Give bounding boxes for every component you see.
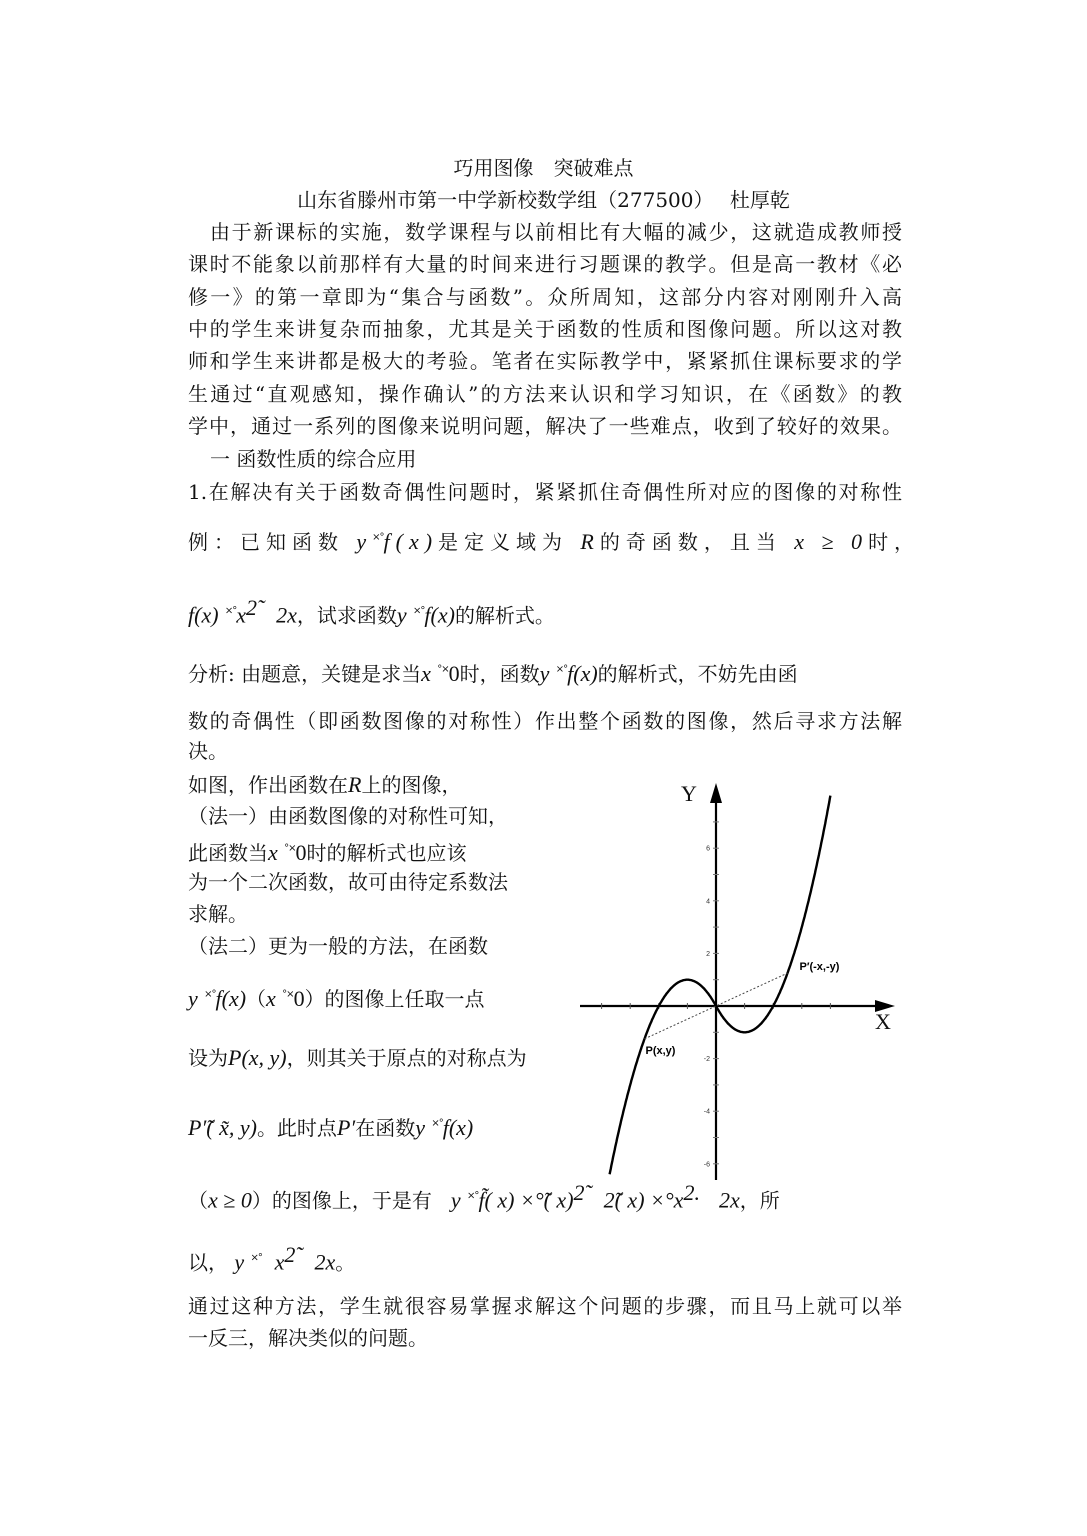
analysis-line-3: 决。 (188, 739, 228, 763)
math-x: x (421, 661, 431, 686)
math-x: x (236, 602, 247, 628)
math-y: y (396, 602, 407, 628)
math-y: y (234, 1249, 245, 1275)
text: （ (188, 1188, 208, 1213)
math-y: y (450, 1187, 461, 1213)
left-col-line-5: 求解。 (188, 902, 248, 926)
conclusion-line-2: 一反三，解决类似的问题。 (188, 1326, 428, 1350)
y-axis-label: Y (681, 781, 697, 806)
math-exponent: 2. (683, 1180, 700, 1205)
left-col-line-6: （法二）更为一般的方法，在函数 (188, 934, 488, 958)
text: 在函数 (355, 1116, 416, 1140)
garbled-equals-symbol: ×° (224, 605, 237, 617)
garbled-less-symbol: °× (437, 664, 449, 675)
text: 。此时点 (256, 1116, 337, 1140)
text: ，则其关于原点的对称点为 (286, 1046, 527, 1070)
y-tick-label: 4 (706, 898, 710, 906)
math-R: R (348, 772, 362, 797)
text: 设为 (188, 1046, 228, 1070)
derivation-line-2 (188, 1242, 355, 1276)
math-expr: 2̃( x) ×°x (603, 1187, 684, 1213)
y-tick-label: -4 (703, 1108, 710, 1116)
left-col-line-3 (188, 836, 467, 866)
left-col-line-7 (188, 982, 485, 1012)
intro-line-1: 由于新课标的实施，数学课程与以前相比有大幅的减少，这就造成教师授 (210, 220, 902, 244)
math-y: y (539, 661, 550, 686)
math-fx: f(x) (215, 986, 247, 1011)
y-tick-label: -6 (703, 1161, 710, 1169)
function-curve (610, 796, 831, 1175)
math-x: x (266, 986, 276, 1011)
intro-line-6: 生通过“直观感知，操作确认”的方法来认识和学习知识，在《函数》的教 (188, 382, 902, 406)
text: ）的图像上任取一点 (304, 987, 485, 1011)
text: ）的图像上，于是有 (251, 1188, 432, 1213)
y-tick-label: 2 (706, 950, 710, 958)
left-col-line-1 (188, 772, 461, 798)
text: 此函数当 (188, 841, 268, 865)
math-cond: x ≥ 0 (794, 529, 869, 554)
math-exponent: 2̃ (246, 595, 258, 620)
text: 上的图像， (361, 773, 462, 797)
analysis-line-2: 数的奇偶性（即函数图像的对称性）作出整个函数的图像，然后寻求方法解 (188, 709, 902, 733)
math-zero: 0 (295, 840, 307, 865)
math-expr: f̃( x) ×°̃( x) (478, 1187, 574, 1213)
math-y: y (356, 529, 373, 554)
math-fx: f(x) (567, 661, 598, 686)
garbled-equals-symbol: ×° (431, 1118, 443, 1129)
point-1: 1.在解决有关于函数奇偶性问题时，紧紧抓住奇偶性所对应的图像的对称性 (188, 480, 902, 504)
y-tick-label: -2 (703, 1056, 710, 1064)
x-axis-label: X (875, 1009, 891, 1034)
garbled-less-symbol: °× (284, 843, 296, 854)
left-col-line-2: （法一）由函数图像的对称性可知， (188, 804, 508, 828)
math-zero: 0 (293, 986, 305, 1011)
garbled-less-symbol: °× (282, 989, 294, 1000)
text: 如图，作出函数在 (188, 773, 348, 797)
conclusion-line-1: 通过这种方法，学生就很容易掌握求解这个问题的步骤，而且马上就可以举 (188, 1294, 902, 1318)
math-Pxy: P(x, y) (228, 1045, 287, 1070)
example-line-2 (188, 595, 555, 629)
text: 时的解析式也应该 (306, 841, 467, 865)
math-P-prime: P′ (336, 1115, 356, 1140)
intro-line-5: 师和学生来讲都是极大的考验。笔者在实际教学中，紧紧抓住课标要求的学 (188, 349, 902, 373)
text: 以， (188, 1250, 228, 1275)
garbled-equals-symbol: ×° (467, 1190, 479, 1202)
intro-line-7: 学中，通过一系列的图像来说明问题，解决了一些难点，收到了较好的效果。 (188, 414, 902, 438)
document-title: 巧用图像 突破难点 (453, 156, 634, 180)
y-axis-arrow-icon (710, 783, 722, 803)
math-fx: f(x) (442, 1115, 474, 1140)
text: ，所 (739, 1188, 780, 1213)
math-zero: 0 (448, 661, 460, 686)
math-P-prime: P′̃( x̃, y) (188, 1115, 257, 1140)
math-x: x (268, 840, 278, 865)
derivation-line-1 (188, 1180, 780, 1214)
text: 。 (335, 1250, 356, 1275)
left-col-line-9 (188, 1111, 473, 1141)
intro-line-4: 中的学生来讲复杂而抽象，尤其是关于函数的性质和图像问题。所以这对教 (188, 317, 902, 341)
example-mid: 是定义域为 (438, 530, 569, 554)
y-tick-label: 6 (706, 845, 710, 853)
text: （ (246, 987, 267, 1011)
example-line2-text2: 的解析式。 (454, 603, 555, 628)
math-term: 2x (314, 1249, 336, 1275)
point-P-prime-label: P′(-x,-y) (799, 961, 840, 974)
section-heading: 一 函数性质的综合应用 (210, 447, 417, 471)
analysis-line-1 (188, 657, 798, 687)
author-line: 山东省滕州市第一中学新校数学组（277500） 杜厚乾 (297, 188, 790, 212)
example-line2-text: ，试求函数 (296, 603, 397, 628)
analysis-suffix: 的解析式，不妨先由函 (597, 662, 798, 686)
intro-line-2: 课时不能象以前那样有大量的时间来进行习题课的教学。但是高一教材《必 (188, 252, 902, 276)
math-exponent: 2̃ (284, 1242, 296, 1267)
garbled-equals-symbol: ×° (413, 605, 425, 617)
example-mid2: 的奇函数，且当 (599, 530, 782, 554)
example-prefix: 例：已知函数 (188, 530, 344, 554)
analysis-prefix: 分析: 由题意，关键是求当 (188, 662, 422, 686)
math-exponent: 2̃ (573, 1180, 585, 1205)
example-suffix: 时， (868, 530, 921, 554)
math-y: y (188, 986, 198, 1011)
math-fx: f(x) (188, 602, 219, 628)
math-fx: f(x) (424, 602, 455, 628)
math-x: x (274, 1249, 285, 1275)
left-col-line-8 (188, 1045, 527, 1071)
math-y: y (415, 1115, 425, 1140)
point-P-label: P(x,y) (645, 1044, 676, 1057)
left-col-line-4: 为一个二次函数，故可由待定系数法 (188, 870, 508, 894)
function-graph (575, 775, 905, 1185)
garbled-equals-symbol: ×° (250, 1252, 262, 1264)
garbled-equals-symbol: ×° (372, 532, 384, 543)
garbled-equals-symbol: ×° (204, 989, 216, 1000)
garbled-equals-symbol: ×° (555, 664, 568, 675)
math-term: 2x (719, 1187, 740, 1213)
math-term: 2x (276, 602, 297, 628)
analysis-mid: 时，函数 (459, 662, 540, 686)
math-R: R (580, 529, 600, 554)
math-cond: x ≥ 0 (208, 1187, 252, 1213)
intro-line-3: 修一》的第一章即为“集合与函数”。众所周知，这部分内容对刚刚升入高 (188, 285, 902, 309)
example-line-1 (188, 525, 921, 555)
math-fx: f(x) (383, 529, 439, 554)
